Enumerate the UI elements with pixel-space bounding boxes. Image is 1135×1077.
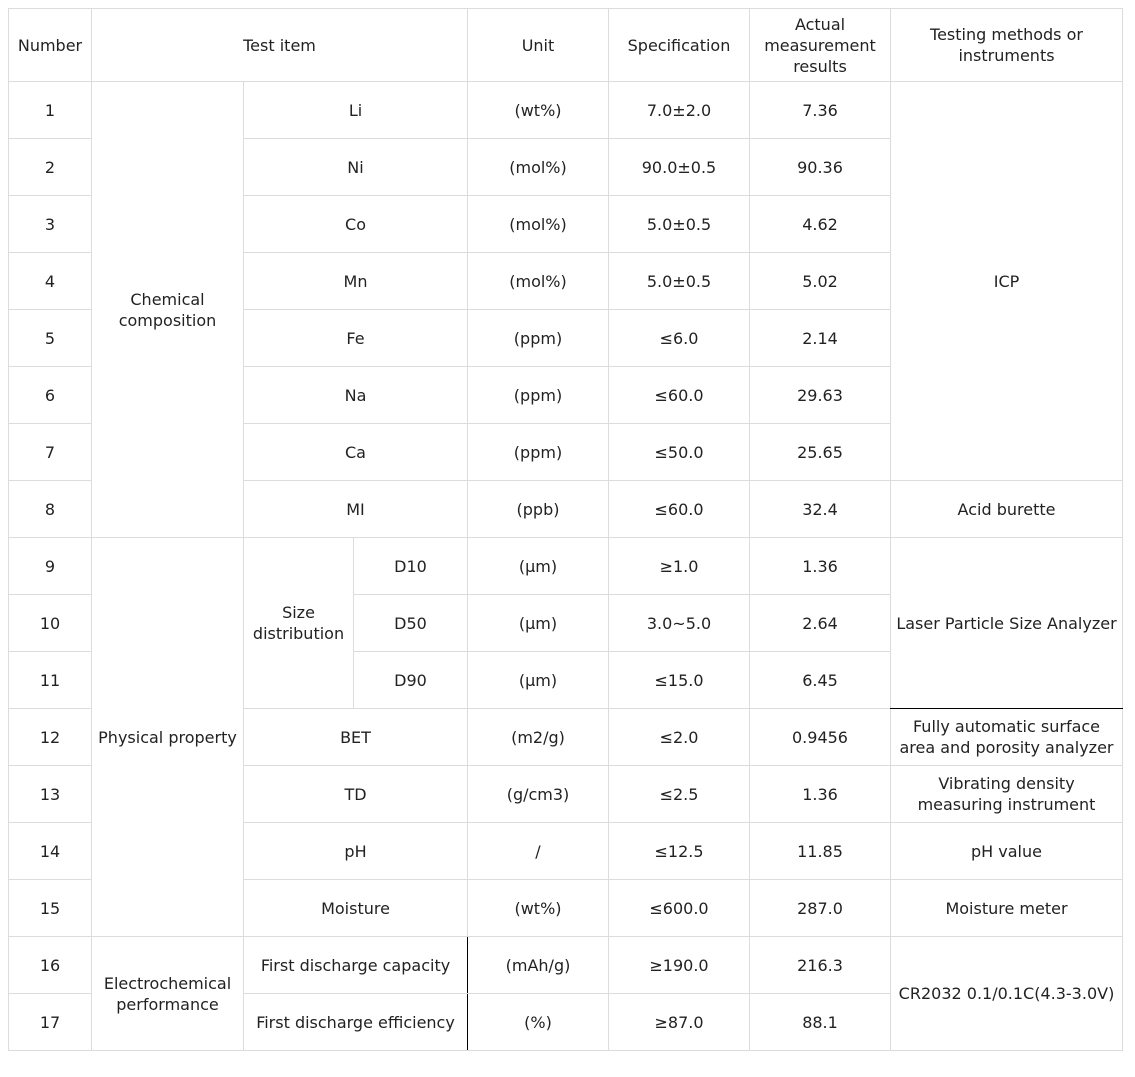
method-vibrating-density: Vibrating density measuring instrument xyxy=(891,766,1123,823)
unit-cell: (mol%) xyxy=(468,253,609,310)
table-row xyxy=(9,937,1123,994)
actual-result-cell: 32.4 xyxy=(750,481,891,538)
specification-cell: ≤60.0 xyxy=(609,367,750,424)
specification-cell: ≤6.0 xyxy=(609,310,750,367)
header-test-item: Test item xyxy=(92,9,468,82)
method-acid-burette: Acid burette xyxy=(891,481,1123,538)
unit-cell: (mol%) xyxy=(468,196,609,253)
unit-cell: (ppm) xyxy=(468,367,609,424)
group-chemical-composition: Chemical composition xyxy=(92,82,244,538)
table-row xyxy=(9,82,1123,139)
unit-cell: (wt%) xyxy=(468,82,609,139)
test-item: BET xyxy=(244,709,468,766)
specification-cell: ≤600.0 xyxy=(609,880,750,937)
specification-cell: ≤50.0 xyxy=(609,424,750,481)
row-number: 9 xyxy=(9,538,92,595)
method-laser-particle-size: Laser Particle Size Analyzer xyxy=(891,538,1123,709)
unit-cell: (μm) xyxy=(468,538,609,595)
method-icp: ICP xyxy=(891,82,1123,481)
actual-result-cell: 2.14 xyxy=(750,310,891,367)
actual-result-cell: 4.62 xyxy=(750,196,891,253)
row-number: 1 xyxy=(9,82,92,139)
row-number: 12 xyxy=(9,709,92,766)
unit-cell: (%) xyxy=(468,994,609,1051)
test-item: Ni xyxy=(244,139,468,196)
test-item: First discharge capacity xyxy=(244,937,468,994)
actual-result-cell: 90.36 xyxy=(750,139,891,196)
unit-cell: (mol%) xyxy=(468,139,609,196)
test-item: First discharge efficiency xyxy=(244,994,468,1051)
row-number: 15 xyxy=(9,880,92,937)
row-number: 7 xyxy=(9,424,92,481)
subgroup-size-distribution: Size distribution xyxy=(244,538,354,709)
specification-cell: ≥190.0 xyxy=(609,937,750,994)
method-moisture-meter: Moisture meter xyxy=(891,880,1123,937)
specification-cell: ≤12.5 xyxy=(609,823,750,880)
row-number: 11 xyxy=(9,652,92,709)
actual-result-cell: 1.36 xyxy=(750,538,891,595)
actual-result-cell: 5.02 xyxy=(750,253,891,310)
row-number: 3 xyxy=(9,196,92,253)
specification-cell: 90.0±0.5 xyxy=(609,139,750,196)
test-item: Fe xyxy=(244,310,468,367)
test-item: TD xyxy=(244,766,468,823)
row-number: 2 xyxy=(9,139,92,196)
header-unit: Unit xyxy=(468,9,609,82)
specification-cell: 5.0±0.5 xyxy=(609,253,750,310)
method-ph-value: pH value xyxy=(891,823,1123,880)
unit-cell: (m2/g) xyxy=(468,709,609,766)
unit-cell: (ppm) xyxy=(468,424,609,481)
row-number: 4 xyxy=(9,253,92,310)
specification-cell: 5.0±0.5 xyxy=(609,196,750,253)
test-item: pH xyxy=(244,823,468,880)
actual-result-cell: 0.9456 xyxy=(750,709,891,766)
actual-result-cell: 2.64 xyxy=(750,595,891,652)
header-actual-results: Actual measurement results xyxy=(750,9,891,82)
row-number: 5 xyxy=(9,310,92,367)
row-number: 14 xyxy=(9,823,92,880)
test-item: MI xyxy=(244,481,468,538)
unit-cell: (wt%) xyxy=(468,880,609,937)
test-results-table xyxy=(8,8,1123,1051)
row-number: 6 xyxy=(9,367,92,424)
test-item: Mn xyxy=(244,253,468,310)
actual-result-cell: 216.3 xyxy=(750,937,891,994)
actual-result-cell: 11.85 xyxy=(750,823,891,880)
actual-result-cell: 88.1 xyxy=(750,994,891,1051)
unit-cell: (μm) xyxy=(468,595,609,652)
table-header-row xyxy=(9,9,1123,82)
test-item: Co xyxy=(244,196,468,253)
specification-cell: ≤60.0 xyxy=(609,481,750,538)
actual-result-cell: 6.45 xyxy=(750,652,891,709)
specification-cell: 3.0~5.0 xyxy=(609,595,750,652)
method-cr2032: CR2032 0.1/0.1C(4.3-3.0V) xyxy=(891,937,1123,1051)
unit-cell: / xyxy=(468,823,609,880)
test-item: Li xyxy=(244,82,468,139)
specification-cell: ≥87.0 xyxy=(609,994,750,1051)
group-electrochemical-performance: Electrochemical performance xyxy=(92,937,244,1051)
specification-cell: ≤2.5 xyxy=(609,766,750,823)
row-number: 8 xyxy=(9,481,92,538)
specification-cell: 7.0±2.0 xyxy=(609,82,750,139)
unit-cell: (μm) xyxy=(468,652,609,709)
row-number: 16 xyxy=(9,937,92,994)
actual-result-cell: 1.36 xyxy=(750,766,891,823)
unit-cell: (g/cm3) xyxy=(468,766,609,823)
actual-result-cell: 25.65 xyxy=(750,424,891,481)
header-testing-method: Testing methods or instruments xyxy=(891,9,1123,82)
specification-cell: ≤2.0 xyxy=(609,709,750,766)
header-number: Number xyxy=(9,9,92,82)
test-item: Moisture xyxy=(244,880,468,937)
unit-cell: (ppm) xyxy=(468,310,609,367)
test-item: Ca xyxy=(244,424,468,481)
row-number: 13 xyxy=(9,766,92,823)
method-surface-area-analyzer: Fully automatic surface area and porosity analyzer xyxy=(891,709,1123,766)
unit-cell: (mAh/g) xyxy=(468,937,609,994)
specification-cell: ≥1.0 xyxy=(609,538,750,595)
table-row xyxy=(9,538,1123,595)
actual-result-cell: 7.36 xyxy=(750,82,891,139)
row-number: 10 xyxy=(9,595,92,652)
test-item: D50 xyxy=(354,595,468,652)
actual-result-cell: 29.63 xyxy=(750,367,891,424)
test-item: D10 xyxy=(354,538,468,595)
test-item: Na xyxy=(244,367,468,424)
unit-cell: (ppb) xyxy=(468,481,609,538)
specification-cell: ≤15.0 xyxy=(609,652,750,709)
group-physical-property: Physical property xyxy=(92,538,244,937)
test-item: D90 xyxy=(354,652,468,709)
actual-result-cell: 287.0 xyxy=(750,880,891,937)
row-number: 17 xyxy=(9,994,92,1051)
header-specification: Specification xyxy=(609,9,750,82)
